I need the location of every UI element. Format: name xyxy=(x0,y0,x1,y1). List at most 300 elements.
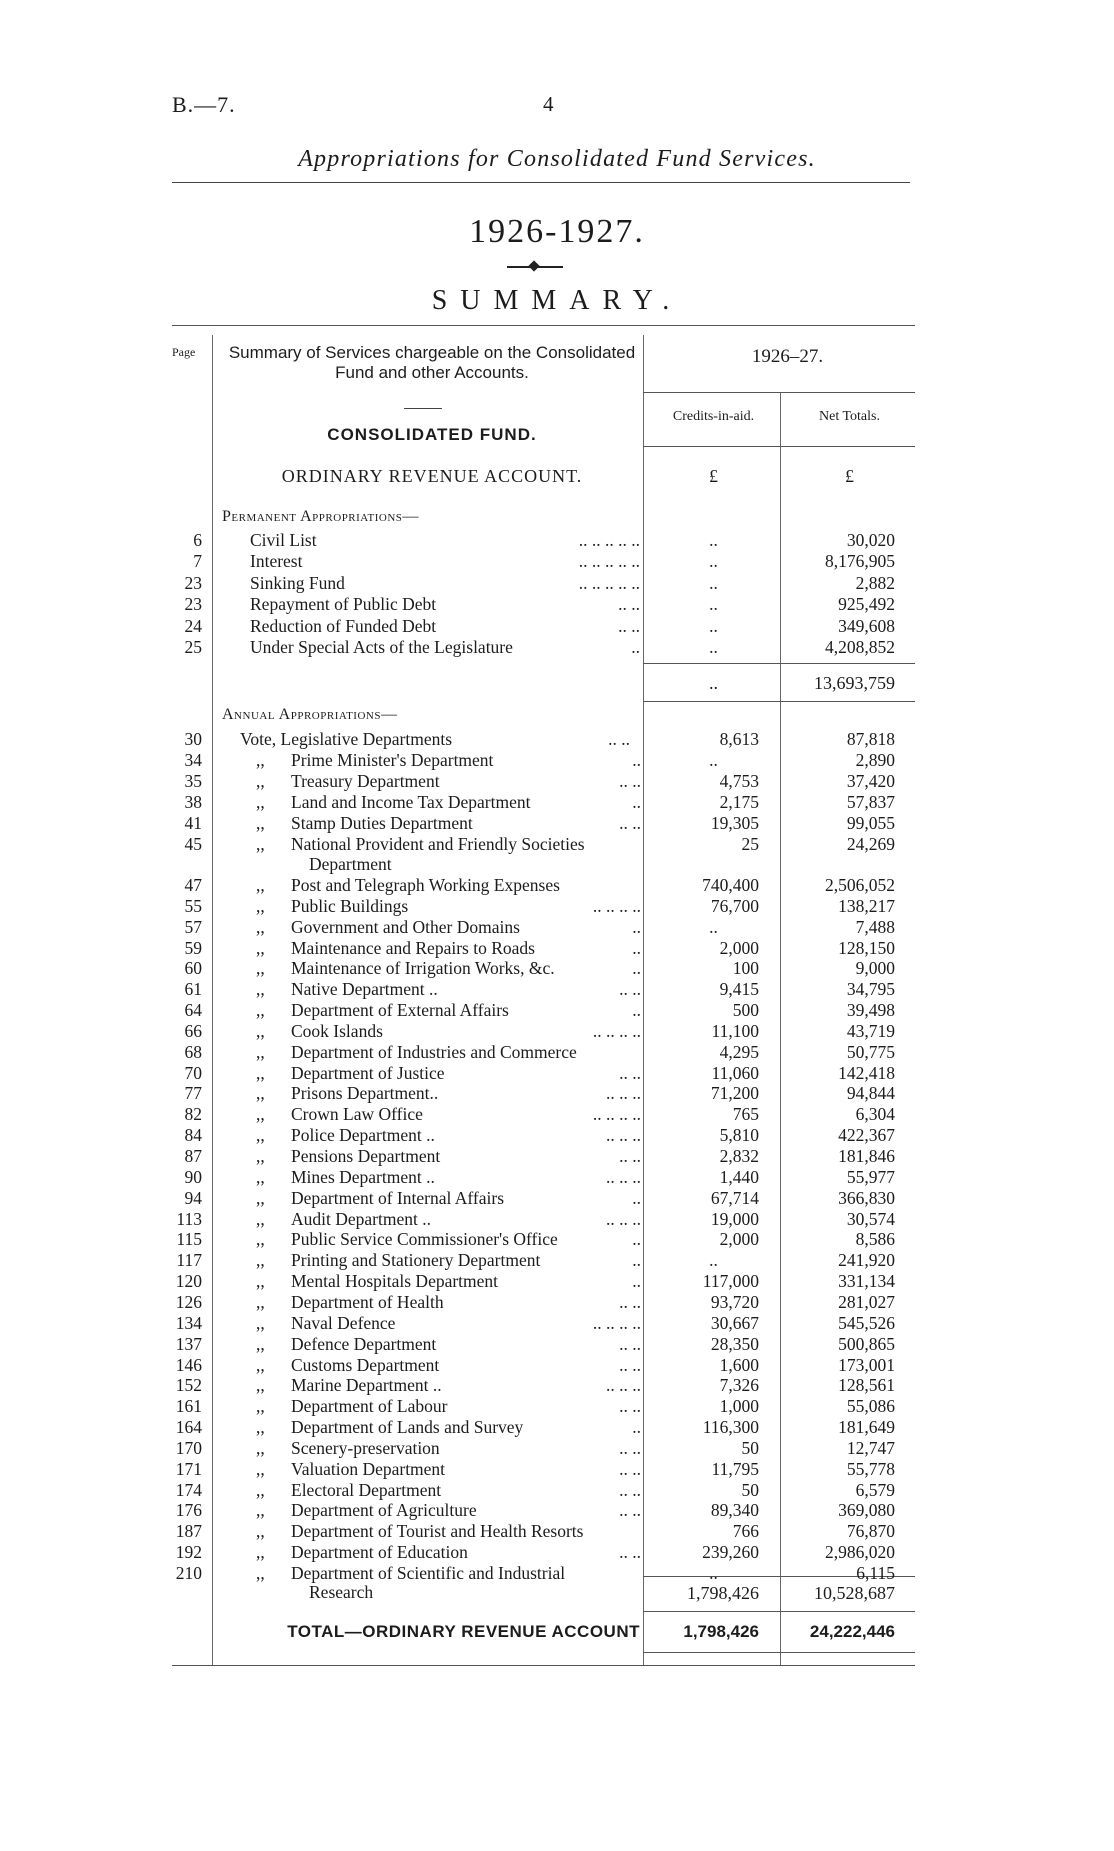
row-net-total: 128,150 xyxy=(838,937,895,958)
row-description-text: Crown Law Office xyxy=(291,1104,423,1125)
row-description-text: Interest xyxy=(250,551,303,572)
table-row xyxy=(0,750,1114,771)
table-row xyxy=(0,1438,1114,1459)
row-description-text: Vote, Legislative Departments xyxy=(240,729,453,749)
row-description-text: Maintenance and Repairs to Roads xyxy=(291,937,535,958)
ditto-mark: ,, xyxy=(256,1312,265,1333)
row-net-total: 94,844 xyxy=(846,1083,895,1104)
row-continuation-text: Department xyxy=(309,853,392,874)
row-description xyxy=(291,1500,641,1521)
row-description xyxy=(291,1104,641,1125)
row-credits-in-aid: .. xyxy=(709,551,718,572)
row-description-text: Customs Department xyxy=(291,1354,440,1375)
row-description xyxy=(291,1188,641,1209)
ditto-mark: ,, xyxy=(256,1146,265,1166)
table-row xyxy=(0,573,1114,594)
table-row xyxy=(0,813,1114,834)
ditto-mark: ,, xyxy=(256,1083,265,1104)
row-description-text: Department of Industries and Commerce xyxy=(291,1041,577,1062)
row-description-text: Department of Labour xyxy=(291,1396,448,1417)
row-page-number: 120 xyxy=(175,1271,202,1292)
leader-dots: .. .. xyxy=(619,812,641,833)
row-description xyxy=(291,958,641,979)
header-rule xyxy=(172,182,910,183)
ditto-mark: ,, xyxy=(256,750,265,771)
row-credits-in-aid: 766 xyxy=(732,1521,759,1542)
total-net: 24,222,446 xyxy=(809,1622,895,1641)
table-row xyxy=(0,1188,1114,1209)
row-description xyxy=(250,594,640,615)
leader-dots: .. .. .. .. xyxy=(592,1104,641,1125)
row-credits-in-aid: .. xyxy=(709,615,718,636)
row-credits-in-aid: 11,795 xyxy=(711,1458,759,1479)
ditto-mark: ,, xyxy=(256,1104,265,1125)
leader-dots: .. .. .. xyxy=(606,1208,641,1229)
row-description xyxy=(291,1000,641,1021)
row-credits-in-aid: 4,753 xyxy=(719,771,759,792)
leader-dots: .. xyxy=(632,916,641,937)
row-net-total: 6,304 xyxy=(855,1104,895,1125)
row-credits-in-aid: 93,720 xyxy=(710,1291,759,1312)
row-description xyxy=(291,1334,641,1355)
row-net-total: 43,719 xyxy=(846,1020,895,1041)
row-description xyxy=(291,1438,641,1459)
row-description-text: Sinking Fund xyxy=(250,572,345,593)
ditto-mark: ,, xyxy=(256,1125,265,1146)
year-column-header: 1926–27. xyxy=(751,346,824,367)
row-net-total: 34,795 xyxy=(846,979,895,1000)
row-description xyxy=(240,729,630,750)
net-column-header: Net Totals. xyxy=(819,409,880,424)
leader-dots: .. .. xyxy=(619,1146,641,1166)
ditto-mark: ,, xyxy=(256,1479,265,1500)
row-net-total: 925,492 xyxy=(838,594,895,615)
row-description-text: Naval Defence xyxy=(291,1312,396,1333)
row-description-text: Department of Health xyxy=(291,1291,444,1312)
row-description xyxy=(250,530,640,551)
row-description xyxy=(250,551,640,572)
row-net-total: 422,367 xyxy=(838,1125,895,1146)
table-row xyxy=(0,1355,1114,1376)
ditto-mark: ,, xyxy=(256,1271,265,1292)
annual-appropriations-heading: Annual Appropriations— xyxy=(222,706,398,723)
row-page-number: 164 xyxy=(175,1417,202,1438)
ditto-mark: ,, xyxy=(256,1396,265,1417)
row-page-number: 7 xyxy=(193,551,202,572)
document-reference: B.—7. xyxy=(172,92,236,117)
leader-dots: .. xyxy=(632,937,641,958)
row-description-text: Defence Department xyxy=(291,1333,437,1354)
row-description-text: National Provident and Friendly Societies xyxy=(291,833,585,854)
row-description-text: Native Department .. xyxy=(291,979,438,1000)
row-description xyxy=(291,1167,641,1188)
row-credits-in-aid: 117,000 xyxy=(702,1271,759,1292)
leader-dots: .. .. .. .. xyxy=(592,1312,641,1333)
table-row xyxy=(0,594,1114,615)
row-page-number: 68 xyxy=(184,1041,202,1062)
row-description xyxy=(291,750,641,771)
row-page-number: 25 xyxy=(184,637,202,657)
ditto-mark: ,, xyxy=(256,1354,265,1375)
ditto-mark: ,, xyxy=(256,812,265,833)
year-header-rule xyxy=(643,392,915,393)
row-page-number: 82 xyxy=(184,1104,202,1125)
row-description xyxy=(291,1209,641,1230)
row-net-total: 2,882 xyxy=(855,572,895,593)
row-page-number: 94 xyxy=(184,1187,202,1208)
row-page-number: 45 xyxy=(184,833,202,854)
row-description-text: Marine Department .. xyxy=(291,1375,442,1396)
summary-title: SUMMARY. xyxy=(431,285,683,316)
ditto-mark: ,, xyxy=(256,833,265,854)
row-page-number: 174 xyxy=(175,1479,202,1500)
leader-dots: .. xyxy=(632,1000,641,1021)
row-net-total: 2,506,052 xyxy=(825,874,895,895)
credits-column-header: Credits-in-aid. xyxy=(672,409,755,424)
ditto-mark: ,, xyxy=(256,1417,265,1438)
table-row xyxy=(0,729,1114,750)
table-row xyxy=(0,792,1114,813)
row-credits-in-aid: .. xyxy=(709,750,718,771)
leader-dots: .. .. xyxy=(608,729,630,749)
table-row xyxy=(0,834,1114,855)
table-row xyxy=(0,1271,1114,1292)
row-credits-in-aid: 67,714 xyxy=(710,1187,759,1208)
ditto-mark: ,, xyxy=(256,1333,265,1354)
row-credits-in-aid: 740,400 xyxy=(702,874,759,895)
table-row xyxy=(0,958,1114,979)
row-description-text: Police Department .. xyxy=(291,1125,435,1146)
ditto-mark: ,, xyxy=(256,1187,265,1208)
row-page-number: 60 xyxy=(184,958,202,979)
row-description-text: Repayment of Public Debt xyxy=(250,594,437,615)
row-net-total: 545,526 xyxy=(838,1312,895,1333)
ditto-mark: ,, xyxy=(256,958,265,979)
table-row xyxy=(0,875,1114,896)
row-net-total: 2,890 xyxy=(855,750,895,771)
table-row xyxy=(0,1209,1114,1230)
row-credits-in-aid: 1,440 xyxy=(719,1166,759,1187)
row-description-text: Treasury Department xyxy=(291,771,440,792)
leader-dots: .. .. xyxy=(619,1542,641,1563)
row-credits-in-aid: .. xyxy=(709,572,718,593)
row-credits-in-aid: 2,832 xyxy=(719,1146,759,1166)
description-column-header: Summary of Services chargeable on the Consolidated Fund and other Accounts. xyxy=(228,343,636,382)
row-description-text: Public Service Commissioner's Office xyxy=(291,1229,558,1250)
row-page-number: 187 xyxy=(175,1521,202,1542)
row-credits-in-aid: 25 xyxy=(741,833,759,854)
leader-dots: .. .. .. .. .. xyxy=(578,572,640,593)
row-credits-in-aid: 8,613 xyxy=(719,729,759,749)
row-description-text: Government and Other Domains xyxy=(291,916,520,937)
permanent-subtotal-credits: .. xyxy=(709,673,718,693)
row-page-number: 146 xyxy=(175,1354,202,1375)
row-net-total: 6,115 xyxy=(856,1563,895,1583)
row-page-number: 170 xyxy=(175,1437,202,1458)
ditto-mark: ,, xyxy=(256,1166,265,1187)
leader-dots: .. xyxy=(632,1229,641,1250)
leader-dots: .. .. xyxy=(619,1396,641,1417)
table-row xyxy=(0,1229,1114,1250)
ordinary-revenue-heading: ORDINARY REVENUE ACCOUNT. xyxy=(281,466,583,486)
table-row xyxy=(0,1396,1114,1417)
leader-dots: .. .. .. xyxy=(606,1125,641,1146)
row-credits-in-aid: 4,295 xyxy=(719,1041,759,1062)
row-credits-in-aid: .. xyxy=(709,637,718,657)
table-row xyxy=(0,1500,1114,1521)
leader-dots: .. .. xyxy=(618,615,640,636)
table-row xyxy=(0,1563,1114,1584)
page-number: 4 xyxy=(543,92,554,116)
table-row xyxy=(0,979,1114,1000)
row-page-number: 66 xyxy=(184,1020,202,1041)
row-page-number: 23 xyxy=(184,594,202,615)
table-row xyxy=(0,1292,1114,1313)
row-page-number: 137 xyxy=(175,1333,202,1354)
row-description-text: Prime Minister's Department xyxy=(291,750,494,771)
row-page-number: 87 xyxy=(184,1146,202,1166)
total-credits: 1,798,426 xyxy=(683,1622,759,1641)
row-net-total: 349,608 xyxy=(838,615,895,636)
permanent-subtotal-under-rule xyxy=(643,701,915,702)
row-net-total: 173,001 xyxy=(838,1354,895,1375)
row-description-text: Printing and Stationery Department xyxy=(291,1250,541,1271)
leader-dots: .. .. .. .. .. xyxy=(578,551,640,572)
total-under-rule xyxy=(643,1652,915,1653)
table-bottom-rule xyxy=(172,1665,915,1666)
row-page-number: 117 xyxy=(176,1250,202,1271)
ditto-mark: ,, xyxy=(256,1437,265,1458)
row-description-text: Mines Department .. xyxy=(291,1166,435,1187)
row-description xyxy=(291,875,641,896)
row-credits-in-aid: 1,000 xyxy=(719,1396,759,1417)
row-description-text: Department of Lands and Survey xyxy=(291,1417,524,1438)
ditto-mark: ,, xyxy=(256,1250,265,1271)
ditto-mark: ,, xyxy=(256,1563,265,1583)
table-row xyxy=(0,1334,1114,1355)
row-net-total: 500,865 xyxy=(838,1333,895,1354)
ditto-mark: ,, xyxy=(256,1542,265,1563)
row-page-number: 70 xyxy=(184,1062,202,1083)
row-net-total: 2,986,020 xyxy=(825,1542,895,1563)
row-net-total: 181,846 xyxy=(838,1146,895,1166)
row-net-total: 8,586 xyxy=(855,1229,895,1250)
row-page-number: 24 xyxy=(184,615,202,636)
row-description xyxy=(291,834,641,855)
row-description-text: Reduction of Funded Debt xyxy=(250,615,437,636)
row-description-text: Electoral Department xyxy=(291,1479,442,1500)
table-row xyxy=(0,1375,1114,1396)
row-page-number: 134 xyxy=(175,1312,202,1333)
row-description xyxy=(291,1083,641,1104)
ditto-mark: ,, xyxy=(256,1521,265,1542)
row-description xyxy=(291,1063,641,1084)
row-description xyxy=(291,1542,641,1563)
row-description xyxy=(291,1229,641,1250)
row-page-number: 90 xyxy=(184,1166,202,1187)
row-net-total: 128,561 xyxy=(838,1375,895,1396)
row-description-text: Department of External Affairs xyxy=(291,1000,509,1021)
ditto-mark: ,, xyxy=(256,1020,265,1041)
row-page-number: 35 xyxy=(184,771,202,792)
row-net-total: 6,579 xyxy=(855,1479,895,1500)
ditto-mark: ,, xyxy=(256,1458,265,1479)
ditto-mark: ,, xyxy=(256,1208,265,1229)
row-description-text: Public Buildings xyxy=(291,895,409,916)
row-description-text: Pensions Department xyxy=(291,1146,441,1166)
row-credits-in-aid: .. xyxy=(709,1250,718,1271)
leader-dots: .. .. .. .. xyxy=(592,895,641,916)
row-credits-in-aid: 116,300 xyxy=(702,1417,759,1438)
row-description xyxy=(291,1480,641,1501)
row-description-text: Under Special Acts of the Legislature xyxy=(250,637,513,657)
row-page-number: 30 xyxy=(184,729,202,749)
ornament-diamond xyxy=(528,260,539,271)
ditto-mark: ,, xyxy=(256,1062,265,1083)
ditto-mark: ,, xyxy=(256,1291,265,1312)
row-description xyxy=(291,1396,641,1417)
leader-dots: .. .. xyxy=(619,1437,641,1458)
row-page-number: 41 xyxy=(184,812,202,833)
row-description-text: Civil List xyxy=(250,530,317,550)
row-net-total: 7,488 xyxy=(855,916,895,937)
leader-dots: .. xyxy=(632,1417,641,1438)
table-row xyxy=(0,1542,1114,1563)
row-net-total: 12,747 xyxy=(846,1437,895,1458)
row-page-number: 210 xyxy=(175,1563,202,1583)
leader-dots: .. .. .. xyxy=(606,1083,641,1104)
row-description-text: Valuation Department xyxy=(291,1458,446,1479)
row-net-total: 241,920 xyxy=(838,1250,895,1271)
table-row xyxy=(0,1146,1114,1167)
leader-dots: .. .. xyxy=(619,979,641,1000)
row-page-number: 126 xyxy=(175,1291,202,1312)
annual-subtotal-under-rule xyxy=(643,1611,915,1612)
leader-dots: .. xyxy=(632,750,641,771)
page-column-header: Page xyxy=(172,345,196,359)
leader-dots: .. .. .. xyxy=(606,1166,641,1187)
row-credits-in-aid: 71,200 xyxy=(710,1083,759,1104)
ditto-mark: ,, xyxy=(256,1041,265,1062)
row-description xyxy=(291,1355,641,1376)
row-page-number: 64 xyxy=(184,1000,202,1021)
row-credits-in-aid: 11,100 xyxy=(711,1020,759,1041)
row-description xyxy=(291,1459,641,1480)
row-credits-in-aid: 2,000 xyxy=(719,1229,759,1250)
leader-dots: .. .. xyxy=(619,1354,641,1375)
row-continuation-text: Research xyxy=(309,1582,374,1602)
leader-dots: .. .. .. xyxy=(606,1375,641,1396)
total-label: TOTAL—ORDINARY REVENUE ACCOUNT xyxy=(287,1622,640,1641)
row-description-text: Department of Agriculture xyxy=(291,1500,477,1521)
ditto-mark: ,, xyxy=(256,1229,265,1250)
row-description xyxy=(291,938,641,959)
row-description xyxy=(291,1146,641,1167)
row-page-number: 23 xyxy=(184,572,202,593)
row-credits-in-aid: 1,600 xyxy=(719,1354,759,1375)
row-page-number: 47 xyxy=(184,874,202,895)
table-row xyxy=(0,771,1114,792)
ditto-mark: ,, xyxy=(256,1375,265,1396)
row-credits-in-aid: 2,175 xyxy=(719,791,759,812)
row-page-number: 59 xyxy=(184,937,202,958)
leader-dots: .. .. xyxy=(619,1479,641,1500)
column-header-rule xyxy=(643,446,915,447)
leader-dots: .. .. xyxy=(619,1458,641,1479)
leader-dots: .. .. .. .. xyxy=(592,1020,641,1041)
row-credits-in-aid: 2,000 xyxy=(719,937,759,958)
table-row xyxy=(0,551,1114,572)
ditto-mark: ,, xyxy=(256,895,265,916)
ditto-mark: ,, xyxy=(256,937,265,958)
row-description xyxy=(291,1521,641,1542)
row-description-text: Department of Internal Affairs xyxy=(291,1187,504,1208)
leader-dots: .. .. xyxy=(619,1500,641,1521)
row-credits-in-aid: 9,415 xyxy=(719,979,759,1000)
row-credits-in-aid: 50 xyxy=(741,1479,759,1500)
row-net-total: 369,080 xyxy=(838,1500,895,1521)
row-description xyxy=(291,1125,641,1146)
row-page-number: 161 xyxy=(175,1396,202,1417)
table-row xyxy=(0,1250,1114,1271)
row-net-total: 281,027 xyxy=(838,1291,895,1312)
leader-dots: .. .. xyxy=(619,1062,641,1083)
row-description xyxy=(291,1563,641,1584)
leader-dots: .. .. .. .. .. xyxy=(578,530,640,550)
row-page-number: 192 xyxy=(175,1542,202,1563)
row-page-number: 57 xyxy=(184,916,202,937)
section-rule xyxy=(404,408,442,409)
row-description xyxy=(291,917,641,938)
ditto-mark: ,, xyxy=(256,1500,265,1521)
row-description-text: Scenery-preservation xyxy=(291,1437,440,1458)
row-credits-in-aid: 765 xyxy=(732,1104,759,1125)
row-description xyxy=(291,813,641,834)
row-description-text: Department of Tourist and Health Resorts xyxy=(291,1521,584,1542)
ditto-mark: ,, xyxy=(256,979,265,1000)
row-page-number: 152 xyxy=(175,1375,202,1396)
table-row xyxy=(0,1042,1114,1063)
permanent-subtotal-net: 13,693,759 xyxy=(814,673,895,693)
row-description xyxy=(291,1313,641,1334)
consolidated-fund-heading: CONSOLIDATED FUND. xyxy=(327,425,537,444)
row-page-number: 115 xyxy=(176,1229,202,1250)
row-page-number: 113 xyxy=(176,1208,202,1229)
row-net-total: 30,574 xyxy=(846,1208,895,1229)
table-row xyxy=(0,1083,1114,1104)
row-net-total: 24,269 xyxy=(846,833,895,854)
row-credits-in-aid: 89,340 xyxy=(710,1500,759,1521)
row-net-total: 9,000 xyxy=(855,958,895,979)
row-net-total: 8,176,905 xyxy=(825,551,895,572)
row-description xyxy=(250,573,640,594)
row-description xyxy=(291,1021,641,1042)
row-credits-in-aid: 500 xyxy=(732,1000,759,1021)
row-credits-in-aid: 30,667 xyxy=(710,1312,759,1333)
table-row xyxy=(0,637,1114,658)
permanent-appropriations-heading: Permanent Appropriations— xyxy=(222,508,419,525)
row-credits-in-aid: 50 xyxy=(741,1437,759,1458)
row-description-text: Audit Department .. xyxy=(291,1208,431,1229)
row-description xyxy=(291,771,641,792)
row-credits-in-aid: 11,060 xyxy=(711,1062,759,1083)
row-net-total: 142,418 xyxy=(838,1062,895,1083)
row-credits-in-aid: .. xyxy=(709,1563,718,1583)
row-credits-in-aid: 239,260 xyxy=(702,1542,759,1563)
row-description-text: Post and Telegraph Working Expenses xyxy=(291,874,560,895)
table-row xyxy=(0,1521,1114,1542)
table-row xyxy=(0,1000,1114,1021)
